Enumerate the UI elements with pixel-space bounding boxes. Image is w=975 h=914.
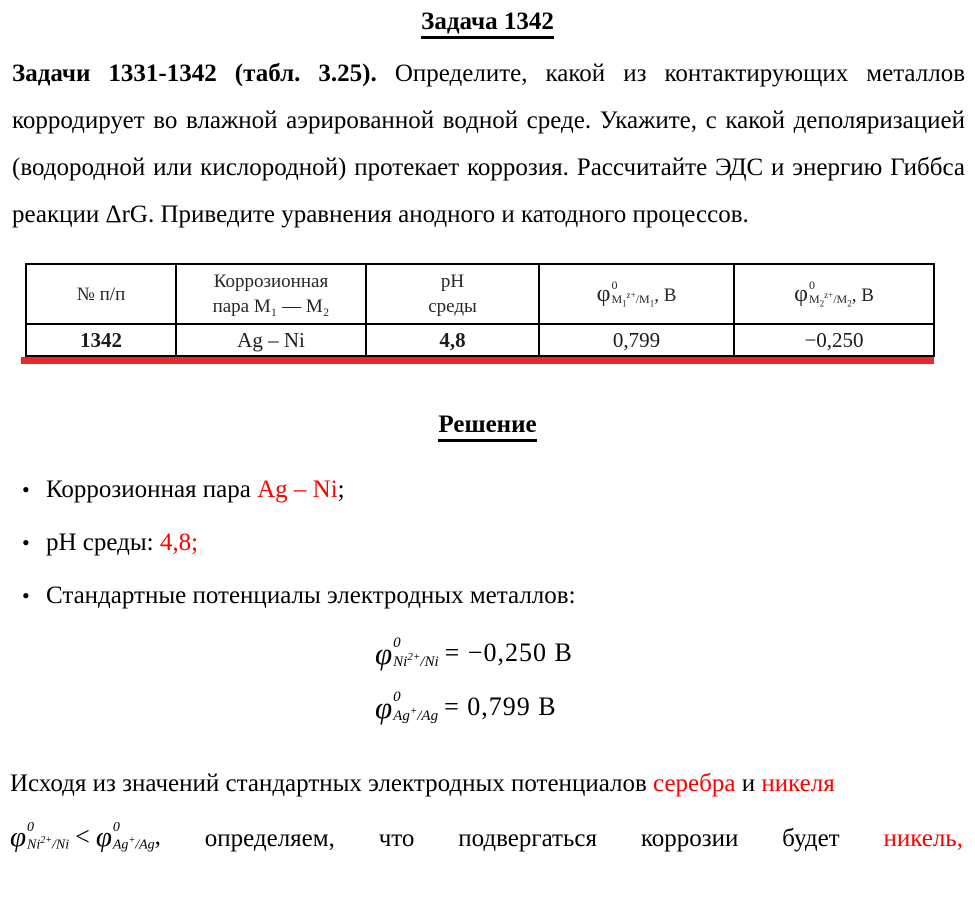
bullet-highlight: Ag – Ni: [257, 476, 338, 503]
word: коррозии: [640, 824, 739, 852]
col-header-pair: [176, 264, 366, 324]
bullet-highlight: 4,8;: [159, 529, 199, 556]
phi-sub-charge: 2+: [40, 834, 53, 846]
phi-sub-charge: +: [128, 834, 136, 846]
col-header-ph: [366, 264, 539, 324]
conclusion-text: Исходя из значений стандартных электродных потенциалов: [10, 770, 654, 797]
phi-symbol: φ: [95, 820, 112, 853]
col-header-num: [26, 264, 176, 324]
phi-sub-charge: 2+: [407, 650, 421, 663]
solution-heading: [0, 408, 975, 441]
phi-sub-tail: /Ag: [417, 707, 439, 724]
phi-symbol: φ: [375, 635, 393, 671]
conditions-table-wrap: [25, 263, 938, 364]
phi-scripts: [611, 279, 654, 309]
col-header-phi1: [539, 264, 734, 324]
list-item: [22, 474, 975, 506]
col-header-pair-line2: пара M₁ — M₂: [212, 296, 330, 317]
phi-ni-notation: [10, 821, 69, 853]
phi-sub-base: Ni: [27, 837, 41, 853]
cell-ph: 4,8: [366, 324, 539, 356]
list-item-text: [46, 580, 576, 612]
problem-statement: [12, 50, 965, 238]
col-header-pair-line1: Коррозионная: [213, 271, 329, 292]
phi-sub-tail: /Ag: [135, 837, 155, 853]
phi-scripts: [113, 821, 155, 853]
phi-scripts: [27, 821, 69, 853]
col-header-ph-line2: среды: [428, 296, 477, 317]
phi-sup: 0: [393, 688, 401, 705]
phi-scripts: [809, 279, 852, 309]
word: подвергаться: [458, 824, 597, 852]
phi-sup: 0: [611, 277, 618, 292]
phi-sub: [809, 291, 852, 309]
phi-ag-notation: [96, 821, 155, 853]
bullet-pre: Коррозионная пара: [46, 476, 258, 503]
highlight-nickel-word: никель,: [883, 824, 963, 852]
phi-sub-tail-index: 2: [847, 298, 852, 309]
phi-sub-base: M: [611, 292, 623, 307]
phi-sup: 0: [808, 277, 815, 292]
phi-m2-notation: [794, 279, 852, 309]
bullet-pre: pH среды:: [46, 529, 160, 556]
phi-sub: [27, 836, 69, 853]
cell-phi2: −0,250: [734, 324, 934, 356]
problem-text: Определите, какой из контактирующих металлов корродирует во влажной аэрированной водной среде. Укажите, с какой деполяризацией (водородной или кислородной) протекает коррозия. Рассчитайте ЭДС и энергию Гиббса реакции ΔrG. Приведите уравнения анодного и катодного процессов.: [12, 60, 966, 228]
word: будет: [782, 824, 840, 852]
phi-sub: [611, 291, 654, 309]
phi-sub-tail: /M: [635, 292, 650, 307]
bullet-icon: •: [22, 583, 30, 608]
page-title: [0, 6, 975, 38]
phi-scripts: [393, 690, 438, 725]
conclusion-line1: [10, 760, 965, 807]
phi-ni-notation: [375, 636, 439, 671]
conclusion-text: и: [735, 770, 762, 797]
phi-sup: 0: [112, 819, 120, 835]
problem-range: Задачи 1331-1342 (табл. 3.25).: [12, 60, 377, 87]
bullet-icon: •: [22, 477, 30, 502]
cell-phi1: 0,799: [539, 324, 734, 356]
phi-sub: [113, 836, 155, 853]
conditions-table: [25, 263, 935, 357]
list-item: [22, 527, 975, 559]
formula-value: = 0,799 В: [444, 692, 557, 721]
phi-sub-charge: +: [409, 704, 418, 717]
phi-sub: [393, 706, 438, 725]
phi-sub-tail: /M: [833, 292, 848, 307]
formula-nickel-potential: [375, 633, 975, 673]
comma: ,: [154, 823, 161, 850]
highlight-nickel: никеля: [761, 770, 835, 797]
phi-sub-index: 2: [819, 298, 825, 309]
phi-sub-base: Ag: [112, 837, 129, 853]
bullet-pre: Стандартные потенциалы электродных металлов:: [46, 582, 576, 609]
phi-symbol: φ: [596, 280, 611, 307]
formula-silver-potential: [375, 687, 975, 727]
phi-sub-index: 1: [622, 298, 627, 309]
phi-sub-tail-index: 1: [649, 298, 655, 309]
bullet-post: ;: [337, 476, 345, 503]
word: что: [378, 824, 415, 852]
phi-symbol: φ: [375, 689, 393, 725]
phi-sub-base: Ni: [393, 653, 408, 670]
phi-sub-tail: /Ni: [420, 653, 439, 670]
solution-bullet-list: [22, 474, 975, 612]
col-header-phi2: [734, 264, 934, 324]
formula-value: = −0,250 В: [444, 638, 573, 667]
red-underline: [21, 357, 934, 364]
bullet-icon: •: [22, 530, 30, 555]
phi-ag-notation: [375, 690, 438, 725]
word: определяем,: [204, 824, 335, 852]
potential-inequality: [10, 817, 161, 857]
highlight-silver: серебра: [653, 770, 736, 797]
document-page: [0, 6, 975, 914]
table-header-row: [26, 264, 934, 324]
phi-sub-base: M: [808, 292, 820, 307]
phi-symbol: φ: [10, 820, 27, 853]
cell-problem-number: 1342: [26, 324, 176, 356]
phi-symbol: φ: [794, 280, 808, 307]
cell-pair: Ag – Ni: [176, 324, 366, 356]
unit-label: , В: [654, 284, 677, 306]
less-than-sign: <: [75, 822, 90, 851]
phi-sup: 0: [393, 634, 401, 651]
page-title-text: Задача 1342: [421, 8, 554, 39]
standard-potentials-block: [375, 633, 975, 727]
unit-label: , В: [851, 284, 874, 306]
col-header-num-label: № п/п: [76, 283, 126, 305]
phi-sub-charge: z+: [626, 290, 636, 301]
phi-sub: [393, 652, 438, 671]
phi-m1-notation: [597, 279, 655, 309]
phi-scripts: [393, 636, 438, 671]
list-item-text: [46, 474, 345, 506]
phi-sub-charge: z+: [824, 290, 834, 301]
phi-sup: 0: [27, 819, 35, 835]
solution-heading-text: Решение: [438, 411, 536, 442]
list-item-text: [46, 527, 198, 559]
phi-sub-base: Ag: [393, 707, 410, 724]
table-row: [26, 324, 934, 356]
list-item: [22, 580, 975, 612]
conclusion-line2: [10, 817, 963, 859]
phi-sub-tail: /Ni: [52, 837, 70, 853]
col-header-ph-line1: pH: [440, 271, 465, 292]
